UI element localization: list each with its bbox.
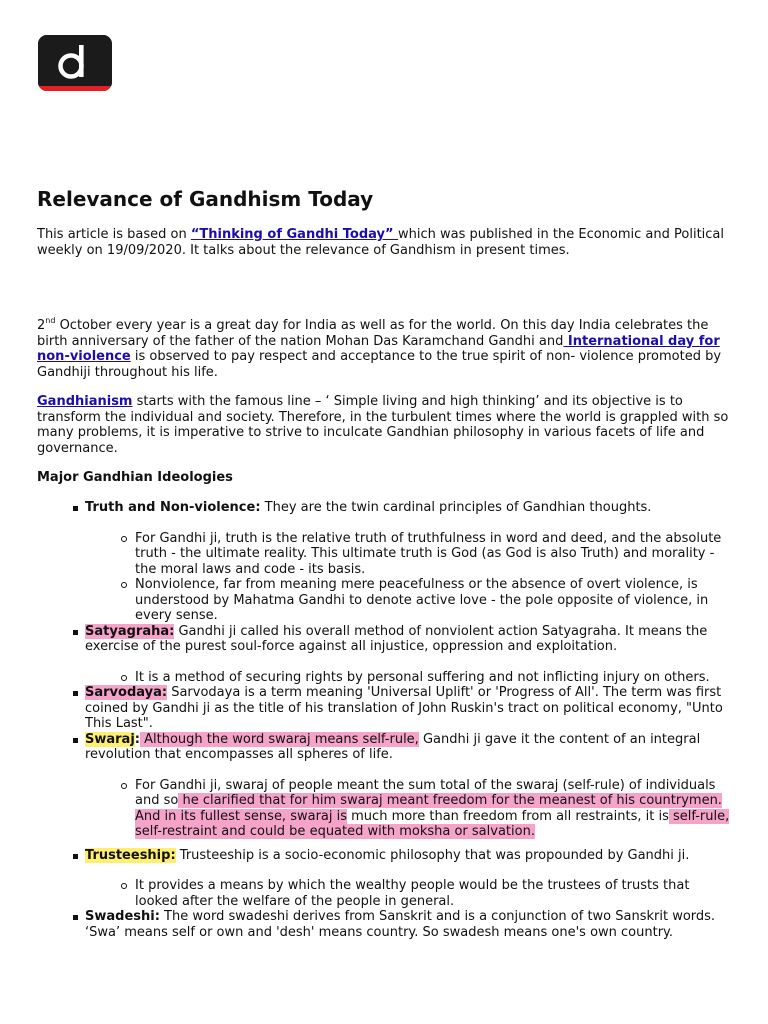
ideologies-list — [85, 500, 735, 940]
swaraj-sub-text-a: For Gandhi ji, swaraj of people meant the sum total of the swaraj (self-rule) of individuals and so — [135, 777, 716, 808]
swadeshi-term: Swadeshi: — [85, 909, 160, 924]
truth-sub-item-truth: For Gandhi ji, truth is the relative truth of truthfulness in word and deed, and the absolute truth - the ultimate reality. This ultimate truth is God (as God is also Truth) and morality - the moral laws and code - its basis. — [135, 531, 730, 578]
date-suffix: nd — [45, 316, 56, 325]
intro-text-after: which was published in the Economic and Political weekly on 19/09/2020. It talks about the relevance of Gandhism in present times. — [37, 227, 725, 258]
list-item-swaraj — [85, 732, 735, 840]
satyagraha-sublist — [135, 670, 730, 686]
sarvodaya-text: Sarvodaya is a term meaning 'Universal Uplift' or 'Progress of All'. The term was first coined by Gandhi ji as the title of his translation of John Ruskin's tract on political economy, "Unto This Last". — [85, 685, 723, 731]
trusteeship-sublist — [135, 878, 730, 909]
trusteeship-text: Trusteeship is a socio-economic philosophy that was propounded by Gandhi ji. — [175, 847, 690, 863]
truth-sublist — [135, 531, 730, 624]
swaraj-term: Swaraj — [85, 731, 135, 747]
para2-text: starts with the famous line – ‘ Simple living and high thinking’ and its objective is to transform the individual and society. Therefore, in the turbulent times where the world is grappled with so many problems, it is imperative to strive to inculcate Gandhian philosophy in various facets of life and governance. — [37, 394, 729, 456]
satyagraha-text: Gandhi ji called his overall method of nonviolent action Satyagraha. It means the exercise of the purest soul-force against all injustice, oppression and exploitation. — [85, 623, 708, 654]
trusteeship-sub-item: It provides a means by which the wealthy people would be the trustees of trusts that looked after the welfare of the people in general. — [135, 878, 730, 909]
list-item-trusteeship — [85, 848, 735, 910]
date-number: 2 — [37, 318, 46, 333]
truth-text: They are the twin cardinal principles of Gandhian thoughts. — [260, 500, 652, 515]
list-item-swadeshi — [85, 909, 735, 940]
trusteeship-term: Trusteeship: — [85, 847, 176, 863]
swaraj-colon: : — [134, 731, 140, 747]
gandhi-jayanti-paragraph — [37, 318, 731, 380]
list-item-sarvodaya — [85, 685, 735, 732]
swaraj-text: Gandhi ji gave it the content of an integral revolution that encompasses all spheres of life. — [85, 731, 701, 762]
intro-paragraph — [37, 227, 731, 258]
app-logo[interactable] — [38, 35, 112, 91]
truth-term: Truth and Non-violence: — [85, 500, 261, 515]
gandhianism-paragraph — [37, 394, 731, 456]
list-item-truth — [85, 500, 735, 624]
para1-text-before: October every year is a great day for India as well as for the world. On this day India celebrates the birth anniversary of the father of the nation Mohan Das Karamchand Gandhi and — [37, 318, 709, 349]
article-title: Relevance of Gandhism Today — [37, 187, 374, 211]
non-violence-day-link[interactable]: International day for non-violence — [37, 333, 720, 364]
logo-d-icon — [38, 35, 112, 91]
truth-sub-item-nonviolence: Nonviolence, far from meaning mere peacefulness or the absence of overt violence, is understood by Mahatma Gandhi to denote active love - the pole opposite of violence, in every sense. — [135, 577, 730, 624]
sarvodaya-term: Sarvodaya: — [85, 685, 168, 700]
section-heading — [37, 470, 731, 486]
swaraj-highlight: Although the word swaraj means self-rule, — [140, 731, 419, 747]
gandhianism-link[interactable]: Gandhianism — [37, 394, 133, 409]
swaraj-sublist — [135, 778, 730, 840]
swaraj-sub-item — [135, 778, 730, 840]
major-ideologies-heading: Major Gandhian Ideologies — [37, 470, 233, 485]
satyagraha-sub-item: It is a method of securing rights by personal suffering and not inflicting injury on others. — [135, 670, 730, 686]
thinking-of-gandhi-link[interactable]: “Thinking of Gandhi Today” — [190, 227, 399, 242]
swaraj-sub-highlight-2: self-rule, self-restraint and could be equated with moksha or salvation. — [135, 808, 730, 839]
para1-text-after: is observed to pay respect and acceptance to the true spirit of non- violence promoted by Gandhiji throughout his life. — [37, 349, 722, 380]
swaraj-sub-text-b: much more than freedom from all restraints, it is — [347, 808, 669, 824]
satyagraha-term: Satyagraha: — [85, 623, 175, 639]
swadeshi-text: The word swadeshi derives from Sanskrit and is a conjunction of two Sanskrit words. ‘Swa’ means self or own and 'desh' means country. So swadesh means one's own country. — [85, 909, 716, 940]
swaraj-sub-highlight-1: he clarified that for him swaraj meant freedom for the meanest of his countrymen. And in its fullest sense, swaraj is — [135, 793, 722, 824]
list-item-satyagraha — [85, 624, 735, 686]
intro-text-before: This article is based on — [37, 227, 191, 242]
